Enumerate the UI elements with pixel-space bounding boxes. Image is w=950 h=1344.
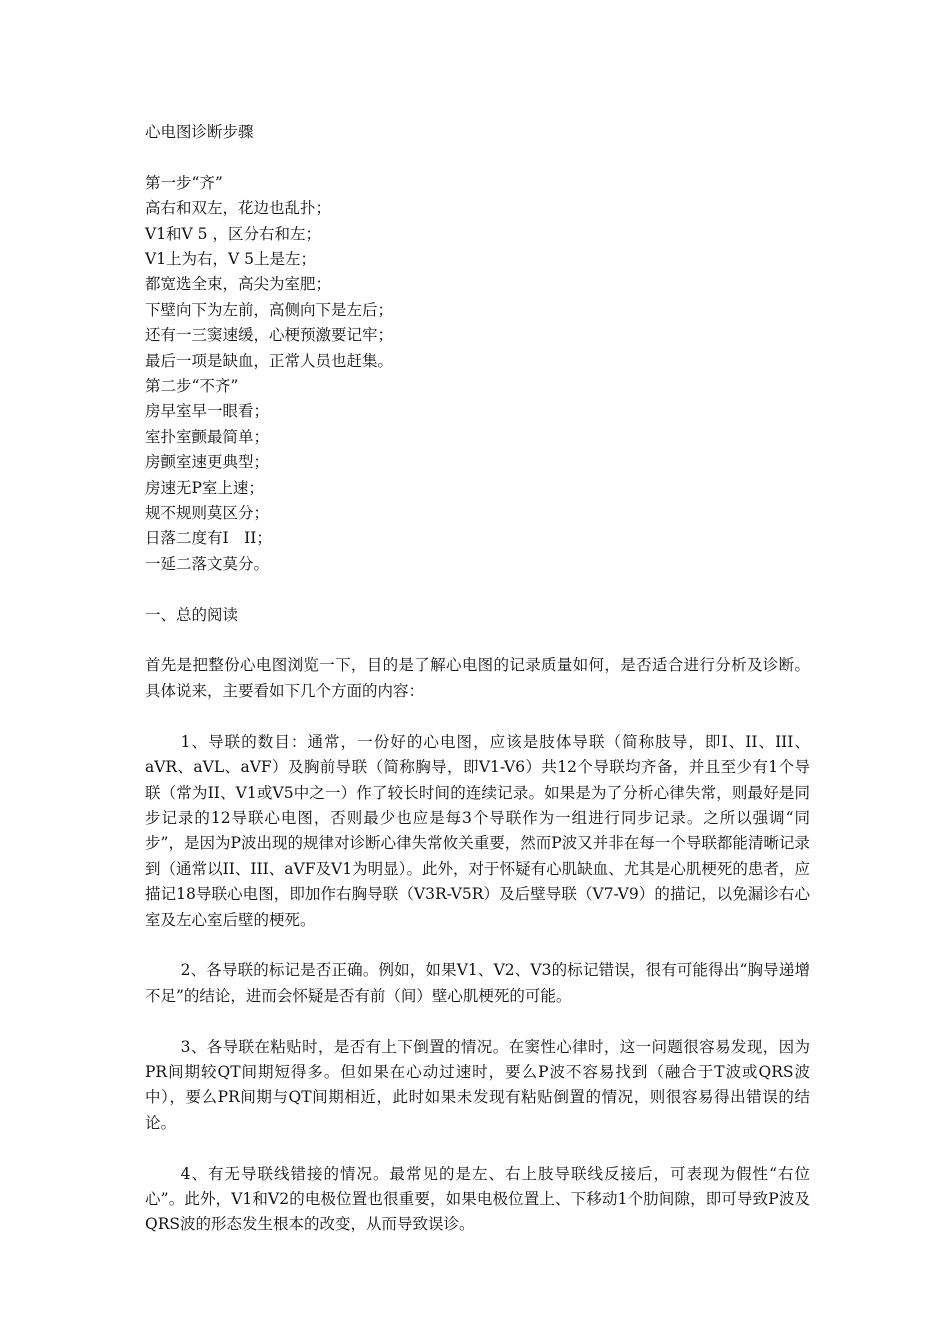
- step1-line: 最后一项是缺血，正常人员也赶集。: [145, 351, 394, 370]
- step2-line: 房早室早一眼看；: [145, 402, 270, 421]
- item-lead-count: 1、导联的数目：通常，一份好的心电图，应该是肢体导联（简称肢导，即I、II、III、aVR、aVL、aVF）及胸前导联（简称胸导，即V1-V6）共12个导联均齐备，并且至少有1个导联（常为II、V1或V5中之一）作了较长时间的连续记录。如果是为了分析心律失常，则最好是同步记录的12导联心电图，否则最少也应是每3个导联作为一组进行同步记录。之所以强调“同步”，是因为P波出现的规律对诊断心律失常攸关重要，然而P波又并非在每一个导联都能清晰记录到（通常以II、III、aVF及V1为明显）。此外，对于怀疑有心肌缺血、尤其是心肌梗死的患者，应描记18导联心电图，即加作右胸导联（V3R-V5R）及后壁导联（V7-V9）的描记，以免漏诊右心室及左心室后壁的梗死。: [145, 732, 810, 929]
- item-lead-orientation: 3、各导联在粘贴时，是否有上下倒置的情况。在窦性心律时，这一问题很容易发现，因为PR间期较QT间期短得多。但如果在心动过速时，要么P波不容易找到（融合于T波或QRS波中），要么PR间期与QT间期相近，此时如果未发现有粘贴倒置的情况，则很容易得出错误的结论。: [145, 1037, 810, 1132]
- section1-heading: 一、总的阅读: [145, 605, 239, 624]
- step1-line: V1上为右，V 5上是左；: [145, 250, 317, 269]
- document-title: 心电图诊断步骤: [145, 123, 254, 141]
- step2-line: 日落二度有I II；: [145, 529, 272, 548]
- step1-line: 都宽选全束，高尖为室肥；: [145, 275, 332, 294]
- step2-line: 室扑室颤最简单；: [145, 427, 270, 446]
- step2-line: 房颤室速更典型；: [145, 453, 270, 472]
- item-lead-misconnection: 4、有无导联线错接的情况。最常见的是左、右上肢导联线反接后，可表现为假性“右位心”。此外，V1和V2的电极位置也很重要，如果电极位置上、下移动1个肋间隙，即可导致P波及QRS波的形态发生根本的改变，从而导致误诊。: [145, 1164, 810, 1234]
- spacer: [145, 704, 810, 729]
- step1-line: V1和V 5 ，区分右和左；: [145, 224, 321, 243]
- step2-heading: 第二步“不齐”: [145, 377, 239, 396]
- section1-intro: 首先是把整份心电图浏览一下，目的是了解心电图的记录质量如何，是否适合进行分析及诊断。具体说来，主要看如下几个方面的内容：: [145, 656, 810, 700]
- spacer: [145, 577, 810, 602]
- spacer: [145, 1136, 810, 1161]
- spacer: [145, 933, 810, 958]
- spacer: [145, 1009, 810, 1034]
- step1-line: 高右和双左，花边也乱扑；: [145, 199, 332, 218]
- step1-heading: 第一步“齐”: [145, 173, 223, 192]
- step2-line: 房速无P室上速；: [145, 478, 264, 497]
- step1-line: 下壁向下为左前，高侧向下是左后；: [145, 300, 394, 319]
- item-lead-labels: 2、各导联的标记是否正确。例如，如果V1、V2、V3的标记错误，很有可能得出“胸导递增不足”的结论，进而会怀疑是否有前（间）壁心肌梗死的可能。: [145, 961, 810, 1005]
- step2-line: 规不规则莫区分；: [145, 504, 270, 523]
- spacer: [145, 145, 810, 170]
- step2-line: 一延二落文莫分。: [145, 554, 270, 573]
- document-page: [145, 120, 810, 1238]
- step1-line: 还有一三窦速缓，心梗预激要记牢；: [145, 326, 394, 345]
- spacer: [145, 628, 810, 653]
